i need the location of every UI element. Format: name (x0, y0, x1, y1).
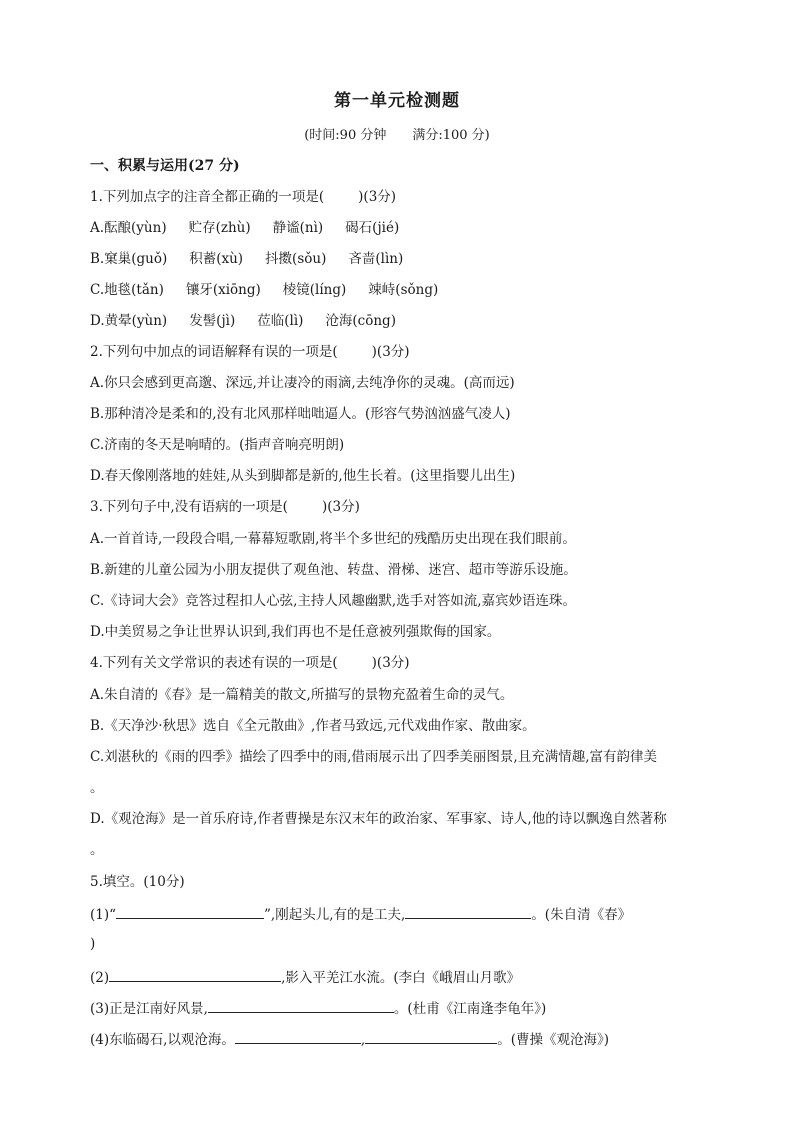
question-2-option-c: C.济南的冬天是响晴的。(指声音响亮明朗) (90, 437, 345, 453)
question-4-option-b: B.《天净沙·秋思》选自《全元散曲》,作者马致远,元代戏曲作家、散曲家。 (90, 718, 536, 734)
question-4-stem: 4.下列有关文学常识的表述有误的一项是( )(3分) (90, 655, 410, 671)
answer-blank[interactable] (235, 1029, 361, 1044)
question-4-option-c-cont: 。 (90, 780, 104, 796)
question-3-option-a: A.一首首诗,一段段合唱,一幕幕短歌剧,将半个多世纪的残酷历史出现在我们眼前。 (90, 531, 576, 547)
answer-blank[interactable] (208, 998, 394, 1013)
full-score: 满分:100 分) (412, 128, 490, 143)
section-heading: 一、积累与运用(27 分) (90, 158, 240, 174)
question-2-option-a: A.你只会感到更高邈、深远,并让凄冷的雨滴,去纯净你的灵魂。(高而远) (90, 375, 515, 391)
question-1-stem: 1.下列加点字的注音全都正确的一项是( )(3分) (90, 189, 397, 205)
question-3-option-c: C.《诗词大会》竞答过程扣人心弦,主持人风趣幽默,选手对答如流,嘉宾妙语连珠。 (90, 593, 577, 609)
fill-item-3: (3)正是江南好风景, 。(杜甫《江南逢李龟年》) (90, 998, 546, 1018)
exam-info (0, 124, 794, 143)
fill-item-4: (4)东临碣石,以观沧海。 , 。(曹操《观沧海》) (90, 1029, 609, 1049)
question-3-stem: 3.下列句子中,没有语病的一项是( )(3分) (90, 499, 360, 515)
answer-blank[interactable] (109, 967, 281, 982)
question-2-option-d: D.春天像刚落地的娃娃,从头到脚都是新的,他生长着。(这里指婴儿出生) (90, 468, 516, 484)
question-1-option-a: A.酝酿(yùn) 贮存(zhù) 静谧(nì) 碣石(jié) (90, 220, 400, 236)
answer-blank[interactable] (365, 1029, 497, 1044)
fill-item-2: (2) ,影入平羌江水流。(李白《峨眉山月歌》 (90, 967, 520, 987)
answer-blank[interactable] (405, 904, 531, 919)
fill-item-1-cont: ) (90, 936, 96, 952)
time-limit: (时间:90 分钟 (304, 128, 387, 143)
question-4-option-a: A.朱自清的《春》是一篇精美的散文,所描写的景物充盈着生命的灵气。 (90, 687, 514, 703)
question-4-option-c: C.刘湛秋的《雨的四季》描绘了四季中的雨,借雨展示出了四季美丽图景,且充满情趣,富有韵律美 (90, 749, 658, 765)
question-2-stem: 2.下列句中加点的词语解释有误的一项是( )(3分) (90, 344, 410, 360)
question-1-option-c: C.地毯(tǎn) 镶牙(xiōng) 棱镜(líng) 竦峙(sǒng) (90, 282, 439, 298)
question-4-option-d: D.《观沧海》是一首乐府诗,作者曹操是东汉末年的政治家、军事家、诗人,他的诗以飘逸自然著称 (90, 811, 667, 827)
question-1-option-d: D.黄晕(yùn) 发髻(jì) 莅临(lì) 沧海(cōng) (90, 313, 396, 329)
answer-blank[interactable] (116, 904, 264, 919)
fill-item-1: (1)“ ”,刚起头儿,有的是工夫, 。(朱自清《春》 (90, 904, 631, 924)
question-1-option-b: B.窠巢(guǒ) 积蓄(xù) 抖擞(sǒu) 吝啬(lìn) (90, 251, 404, 267)
question-3-option-d: D.中美贸易之争让世界认识到,我们再也不是任意被列强欺侮的国家。 (90, 624, 501, 640)
question-3-option-b: B.新建的儿童公园为小朋友提供了观鱼池、转盘、滑梯、迷宫、超市等游乐设施。 (90, 562, 577, 578)
page-title: 第一单元检测题 (334, 91, 460, 111)
question-4-option-d-cont: 。 (90, 842, 104, 858)
question-5-stem: 5.填空。(10分) (90, 874, 185, 890)
question-2-option-b: B.那种清冷是柔和的,没有北风那样咄咄逼人。(形容气势汹汹盛气凌人) (90, 406, 511, 422)
